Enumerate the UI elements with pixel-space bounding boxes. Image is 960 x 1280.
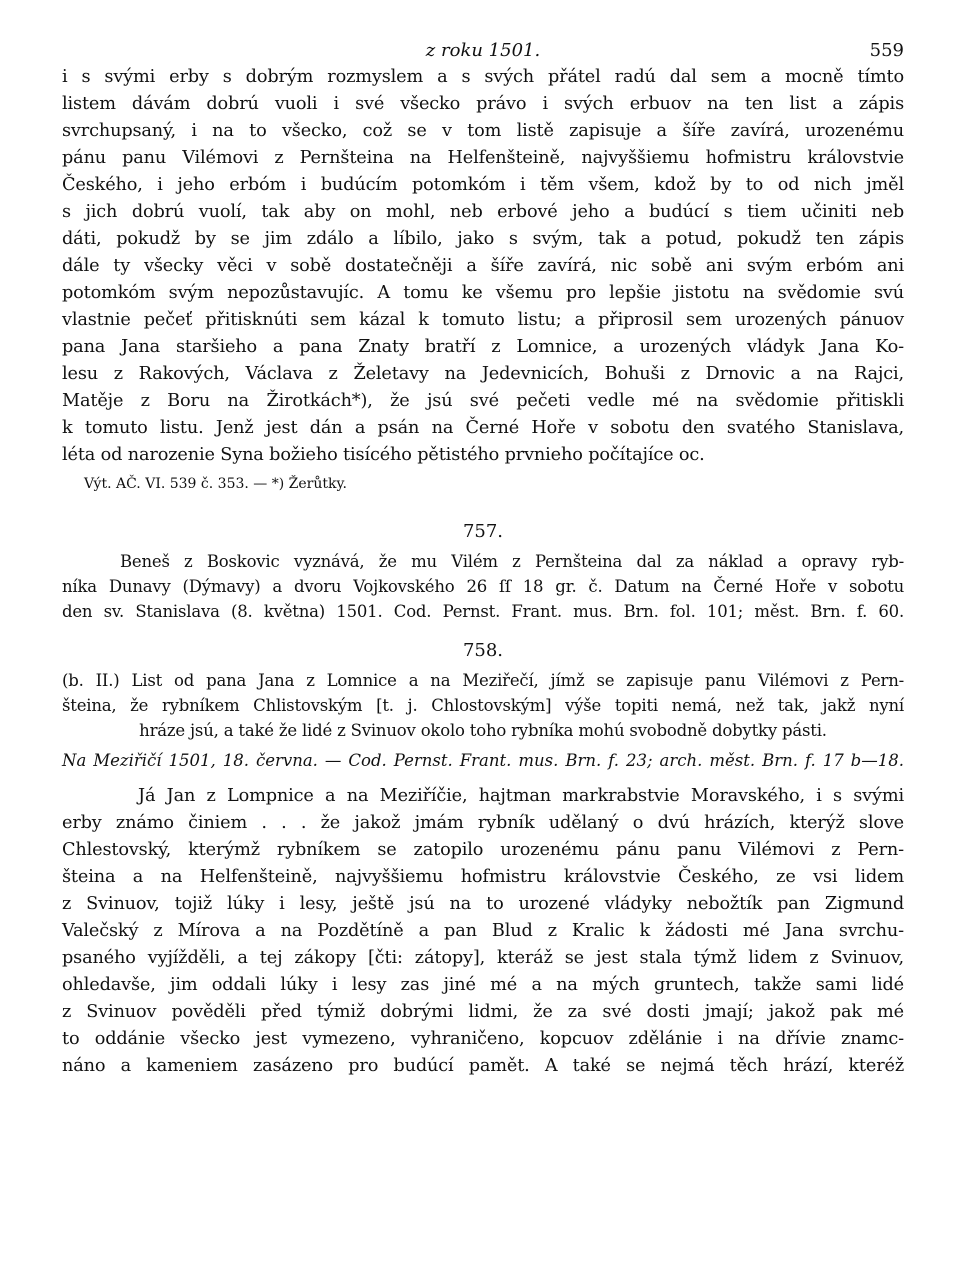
regest-line: den sv. Stanislava (8. května) 1501. Cod. Pernst. Frant. mus. Brn. fol. 101; měst. Brn. f. 60. — [62, 602, 904, 621]
entry-number-757: 757. — [462, 521, 504, 542]
text-line: Chlestovský, kterýmž rybníkem se zatopilo urozenému pánu panu Vilémovi z Pern- — [62, 840, 904, 860]
text-line: Českého, i jeho erbóm i budúcím potomkóm i těm všem, kdož by to od nich jměl — [62, 175, 904, 195]
text-line: s jich dobrú vuolí, tak aby on mohl, neb erbové jeho a budúcí s tiem učiniti neb — [62, 202, 904, 222]
text-line: z Svinuov pověděli před týmiž dobrými lidmi, že za své dosti jmají; jakož pak mé — [62, 1002, 904, 1022]
text-line: léta od narozenie Syna božieho tisícého pětistého prvnieho počítajíce oc. — [62, 445, 705, 465]
text-line: dáti, pokudž by se jim zdálo a líbilo, jako s svým, tak a potud, pokudž ten zápis — [62, 229, 904, 249]
text-line: náno a kameniem zasázeno pro budúcí pamět. A také se nejmá těch hrází, kteréž — [62, 1056, 904, 1076]
text-line: z Svinuov, tojiž lúky i lesy, ještě jsú na to urozené vládyky nebožtík pan Zigmund — [62, 894, 904, 914]
text-line: Valečský z Mírova a na Pozdětíně a pan Blud z Kralic k žádosti mé Jana svrchu- — [62, 921, 904, 941]
text-line: i s svými erby s dobrým rozmyslem a s svých přátel radú dal sem a mocně tímto — [62, 67, 904, 87]
text-line: listem dávám dobrú vuoli i své všecko právo i svých erbuov na ten list a zápis — [62, 94, 904, 114]
text-line: lesu z Rakových, Václava z Želetavy na Jedevnicích, Bohuši z Drnovic a na Rajci, — [62, 364, 904, 384]
regest-758 — [62, 668, 904, 775]
text-line: Já Jan z Lompnice a na Meziříčie, hajtman markrabstvie Moravského, i s svými — [138, 786, 904, 806]
source-citation: Na Meziřičí 1501, 18. června. — Cod. Pernst. Frant. mus. Brn. f. 23; arch. měst. Brn. f. 17 b—18. — [62, 751, 904, 770]
regest-line: níka Dunavy (Dýmavy) a dvoru Vojkovského 26 ſſ 18 gr. č. Datum na Černé Hoře v sobotu — [62, 577, 904, 596]
text-line: psaného vyjížděli, a tej zákopy [čti: zátopy], kteráž se jest stala týmž lidem z Svinuov, — [62, 948, 904, 968]
running-title: z roku 1501. — [425, 40, 541, 61]
regest-line: (b. II.) List od pana Jana z Lomnice a na Meziřečí, jímž se zapisuje panu Vilémovi z Pern- — [62, 671, 904, 690]
text-line: erby známo činiem . . . že jakož jmám rybník udělaný o dvú hrázích, kterýž slove — [62, 813, 904, 833]
page-header — [62, 30, 904, 64]
text-line: potomkóm svým nepozůstavujíc. A tomu ke všemu pro lepšie jistotu na svědomie svú — [62, 283, 904, 303]
regest-line: hráze jsú, a také že lidé z Svinuov okolo toho rybníka mohú svobodně dobytky pásti. — [139, 721, 827, 740]
text-line: ohledavše, jim oddali lúky i lesy zas jiné mé a na mých gruntech, takže sami lidé — [62, 975, 904, 995]
regest-line: šteina, že rybníkem Chlistovským [t. j. Chlostovským] výše topiti nemá, než tak, jakž nyní — [62, 696, 904, 715]
text-line: pánu panu Vilémovi z Pernšteina na Helfenšteině, najvyššiemu hofmistru královstvie — [62, 148, 904, 168]
text-line: k tomuto listu. Jenž jest dán a psán na Černé Hoře v sobotu den svatého Stanislava, — [62, 418, 904, 438]
entry-number-758: 758. — [462, 640, 504, 661]
text-line: šteina a na Helfenšteině, najvyššiemu hofmistru královstvie Českého, ze vsi lidem — [62, 867, 904, 887]
page-number: 559 — [869, 40, 904, 61]
charter-758-text — [62, 783, 904, 1080]
text-line: dále ty všecky věci v sobě dostatečněji a šíře zavírá, nic sobě ani svým erbóm ani — [62, 256, 904, 276]
regest-757 — [62, 549, 904, 624]
text-line: svrchupsaný, i na to všecko, což se v tom listě zapisuje a šíře zavírá, urozenému — [62, 121, 904, 141]
text-line: vlastnie pečeť přitisknúti sem kázal k tomuto listu; a připrosil sem urozených pánuov — [62, 310, 904, 330]
charter-756-continuation — [62, 64, 904, 495]
text-line: Matěje z Boru na Žirotkách*), že jsú své pečeti vedle mé na svědomie přitiskli — [62, 391, 904, 411]
text-line: to oddánie všecko jest vymezeno, vyhraničeno, kopcuov zdělánie i na dřívie znamc- — [62, 1029, 904, 1049]
text-line: pana Jana staršieho a pana Znaty bratří z Lomnice, a urozených vládyk Jana Ko- — [62, 337, 904, 357]
regest-line: Beneš z Boskovic vyznává, že mu Vilém z Pernšteina dal za náklad a opravy ryb- — [120, 552, 904, 571]
footnote: Výt. AČ. VI. 539 č. 353. — *) Žerůtky. — [84, 476, 347, 492]
